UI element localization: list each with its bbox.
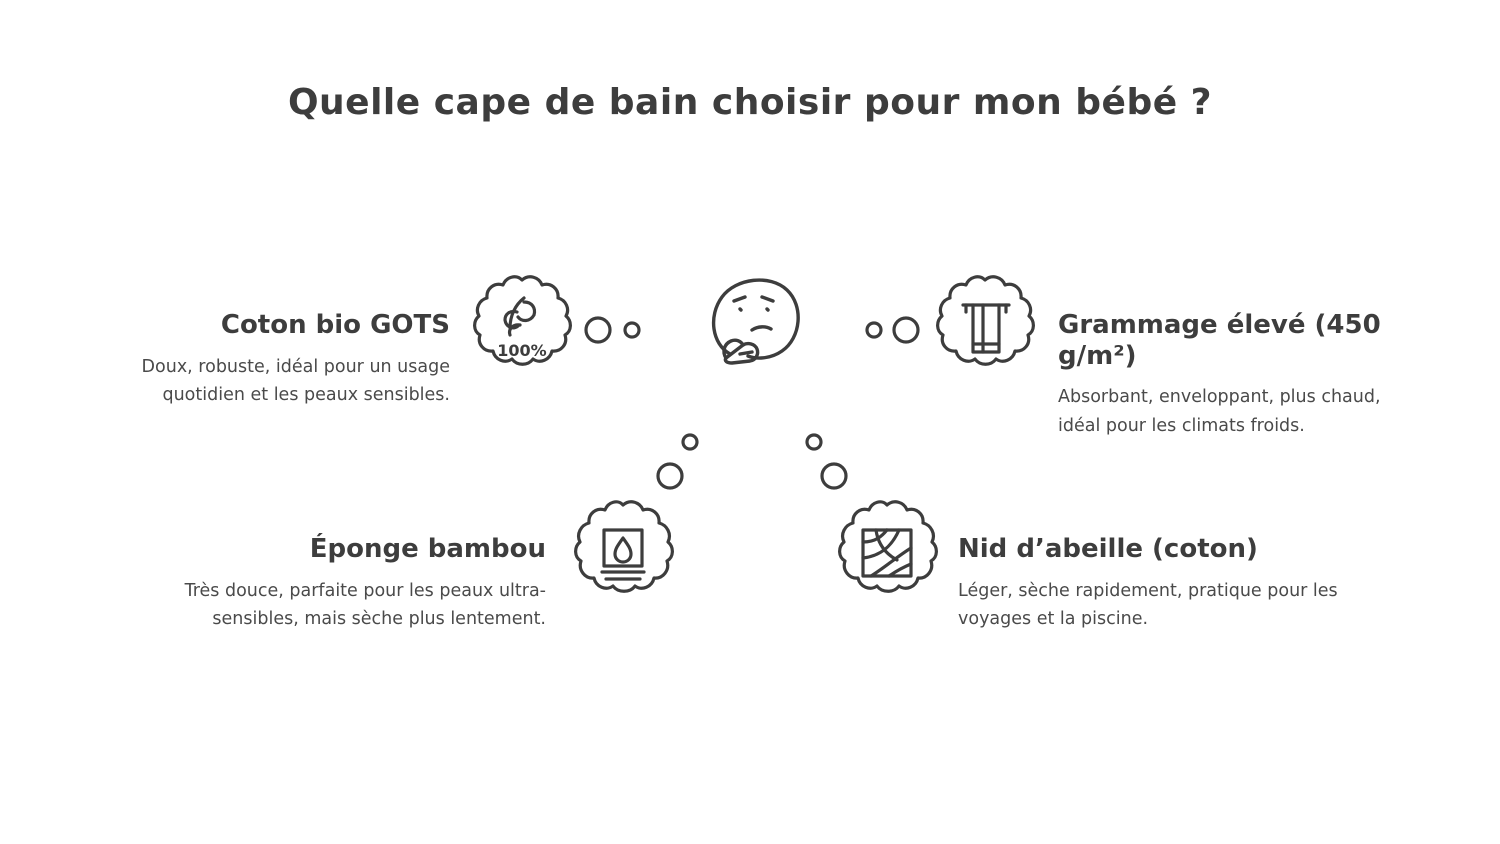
- option-description: Doux, robuste, idéal pour un usage quotidien et les peaux sensibles.: [141, 356, 450, 406]
- bamboo-sponge-drop-icon: [562, 496, 684, 614]
- option-heading: Éponge bambou: [309, 534, 546, 564]
- option-heading: Grammage élevé (450 g/m²): [1058, 310, 1381, 371]
- option-nid-dabeille-coton: [958, 534, 1338, 633]
- thought-bubbles-bottom-left: [648, 428, 714, 500]
- thinking-face-icon: [700, 268, 810, 378]
- gots-organic-badge-icon: [462, 272, 582, 387]
- option-grammage-eleve: [1058, 310, 1428, 440]
- towel-on-rail-icon: [925, 272, 1045, 387]
- option-description: Absorbant, enveloppant, plus chaud, idéal pour les climats froids.: [1058, 387, 1381, 436]
- option-heading: Coton bio GOTS: [220, 310, 450, 340]
- badge-percent-label: 100%: [497, 341, 547, 360]
- option-description: Très douce, parfaite pour les peaux ultra-sensibles, mais sèche plus lentement.: [184, 580, 546, 630]
- thought-bubbles-bottom-right: [792, 428, 858, 500]
- option-description: Léger, sèche rapidement, pratique pour les voyages et la piscine.: [958, 580, 1338, 630]
- option-heading: Nid d’abeille (coton): [958, 534, 1258, 564]
- option-eponge-bambou: [150, 534, 546, 633]
- thought-bubbles-top-right: [848, 305, 928, 355]
- honeycomb-weave-icon: [826, 496, 948, 614]
- option-coton-bio-gots: [90, 310, 450, 409]
- thought-bubbles-top-left: [578, 305, 658, 355]
- page-title: Quelle cape de bain choisir pour mon bébé ?: [287, 82, 1213, 123]
